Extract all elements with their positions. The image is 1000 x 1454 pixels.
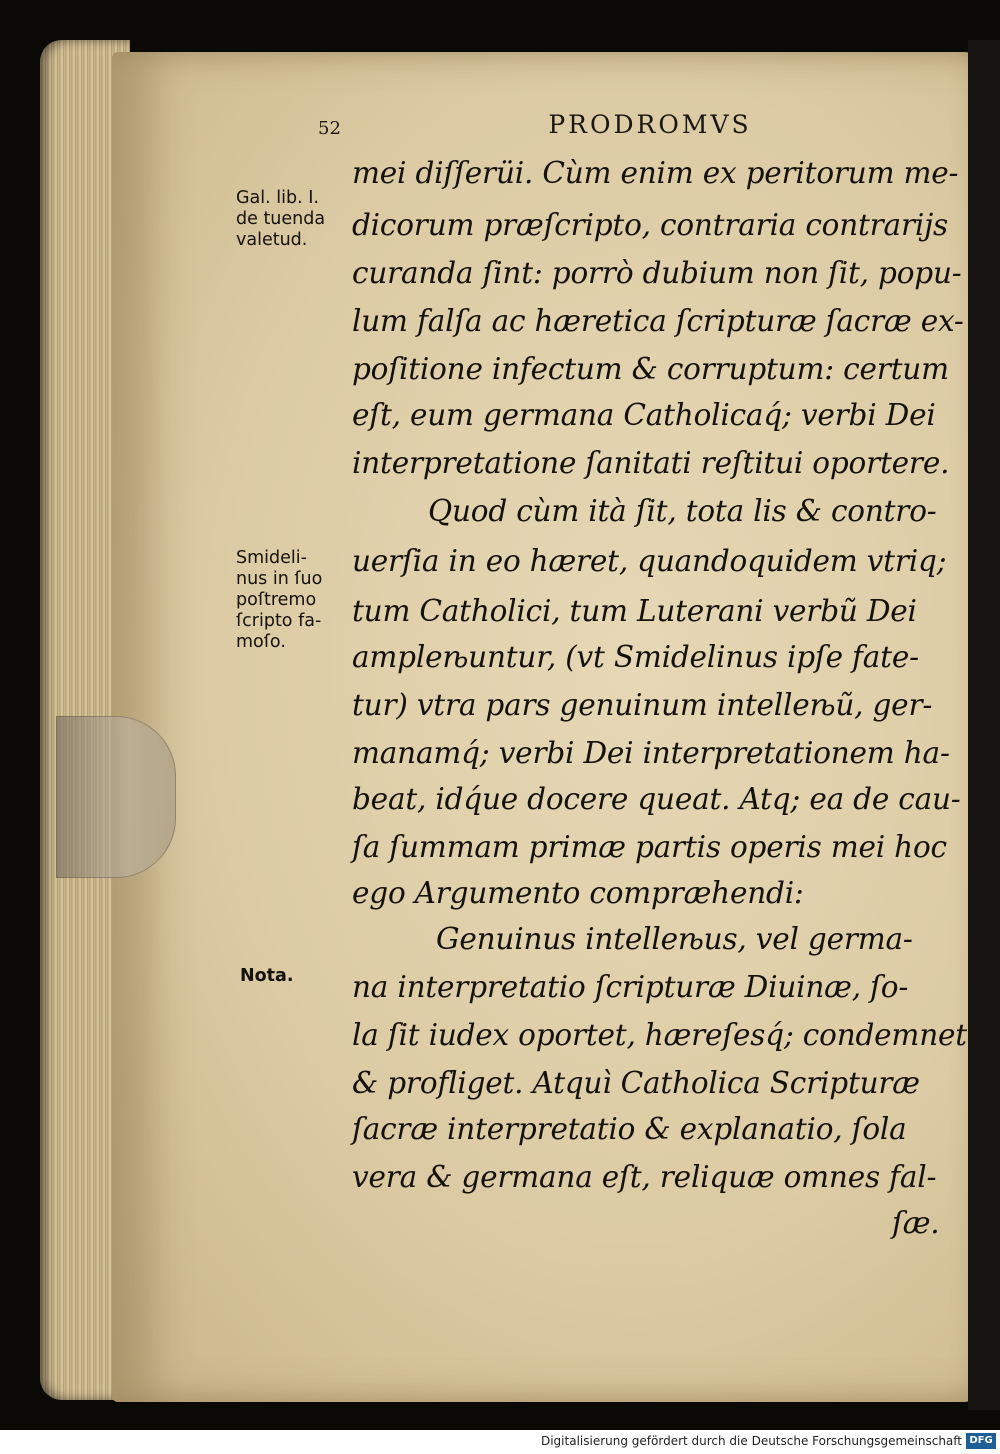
text-line: poſitione infectum & corruptum: certum xyxy=(352,352,949,386)
margin-note-nota xyxy=(240,966,294,987)
page-marker-tab xyxy=(56,716,176,878)
text-line: ampleѣuntur, (vt Smidelinus ipſe fate- xyxy=(352,640,919,674)
margin-note-line: de tuenda xyxy=(236,209,326,229)
book-page xyxy=(112,52,982,1402)
margin-note-smidelinus xyxy=(236,548,322,653)
text-line: mei diſſerüi. Cùm enim ex peritorum me- xyxy=(352,156,959,190)
margin-note-galen xyxy=(236,188,325,251)
funding-credit: Digitalisierung gefördert durch die Deutsche Forschungsgemeinschaft xyxy=(540,1434,962,1448)
margin-note-line: poſtremo xyxy=(236,590,317,610)
text-line: Genuinus intelleѣus, vel germa- xyxy=(436,922,913,956)
right-binding-shadow xyxy=(968,40,1000,1410)
text-line: curanda ſint: porrò dubium non ſit, popu- xyxy=(352,256,962,290)
text-line: beat, idq́ue docere queat. Atq; ea de cau- xyxy=(352,782,961,816)
text-line: uerſia in eo hæret, quandoquidem vtriq; xyxy=(352,544,947,578)
margin-note-line: Smideli- xyxy=(236,548,307,568)
dfg-logo: DFG xyxy=(966,1433,996,1449)
margin-note-line: ſcripto fa- xyxy=(236,611,322,631)
text-line: tum Catholici, tum Luterani verbũ Dei xyxy=(352,594,917,628)
running-head: PRODROMVS xyxy=(548,110,752,139)
text-line: manamq́; verbi Dei interpretationem ha- xyxy=(352,736,950,770)
text-line: lum falſa ac hæretica ſcripturæ ſacræ ex- xyxy=(352,304,964,338)
text-line: dicorum præſcripto, contraria contrarijs xyxy=(352,208,948,242)
text-line: na interpretatio ſcripturæ Diuinæ, ſo- xyxy=(352,970,909,1004)
text-line: ſacræ interpretatio & explanatio, ſola xyxy=(352,1112,907,1146)
text-line: vera & germana eſt, reliquæ omnes fal- xyxy=(352,1160,937,1194)
text-line: tur) vtra pars genuinum intelleѣũ, ger- xyxy=(352,688,933,722)
text-line: ſa ſummam primæ partis operis mei hoc xyxy=(352,830,947,864)
text-line: ego Argumento compræhendi: xyxy=(352,876,804,910)
page-number: 52 xyxy=(318,118,341,139)
text-line: eſt, eum germana Catholicaq́; verbi Dei xyxy=(352,398,936,432)
margin-note-line: Gal. lib. I. xyxy=(236,188,319,208)
margin-note-line: moſo. xyxy=(236,632,286,652)
text-line: interpretatione ſanitati reſtitui oportere. xyxy=(352,446,950,480)
text-line: ſæ. xyxy=(892,1206,940,1240)
text-line: & profliget. Atquì Catholica Scripturæ xyxy=(352,1066,920,1100)
text-line: Quod cùm ità ſit, tota lis & contro- xyxy=(428,494,937,528)
text-line: la ſit iudex oportet, hæreſesq́; condemnet xyxy=(352,1018,967,1052)
margin-note-line: valetud. xyxy=(236,230,308,250)
margin-note-line: Nota. xyxy=(240,966,294,986)
margin-note-line: nus in ſuo xyxy=(236,569,323,589)
footer-bar xyxy=(0,1430,1000,1454)
